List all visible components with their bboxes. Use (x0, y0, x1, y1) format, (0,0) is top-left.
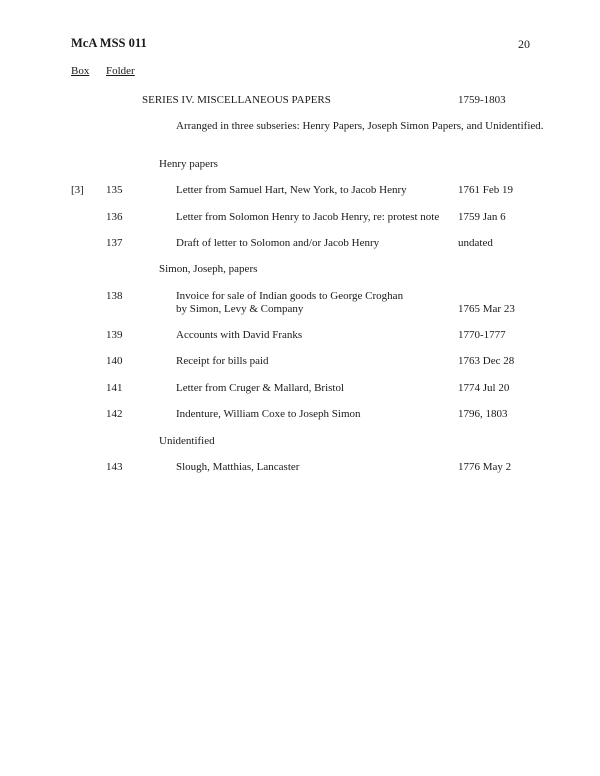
subseries-heading-simon: Simon, Joseph, papers (159, 263, 258, 275)
series-dates: 1759-1803 (458, 94, 506, 106)
folder-number: 141 (106, 382, 123, 394)
folder-description-continued: by Simon, Levy & Company (176, 303, 304, 315)
folder-number: 135 (106, 184, 123, 196)
folder-date: 1763 Dec 28 (458, 355, 515, 367)
series-title: SERIES IV. MISCELLANEOUS PAPERS (142, 94, 331, 106)
page-number: 20 (518, 37, 530, 51)
folder-number: 142 (106, 408, 123, 420)
subseries-heading-unidentified: Unidentified (159, 435, 215, 447)
column-heading-box: Box (71, 65, 90, 77)
series-note: Arranged in three subseries: Henry Papers, Joseph Simon Papers, and Unidentified. (176, 120, 544, 132)
folder-number: 137 (106, 237, 123, 249)
folder-date: 1759 Jan 6 (458, 211, 506, 223)
folder-number: 143 (106, 461, 123, 473)
folder-number: 140 (106, 355, 123, 367)
subseries-heading-henry: Henry papers (159, 158, 218, 170)
folder-date: 1761 Feb 19 (458, 184, 513, 196)
folder-description: Letter from Samuel Hart, New York, to Jacob Henry (176, 184, 407, 196)
folder-date: 1770-1777 (458, 329, 506, 341)
folder-date: 1776 May 2 (458, 461, 512, 473)
folder-number: 136 (106, 211, 123, 223)
folder-description: Slough, Matthias, Lancaster (176, 461, 300, 473)
folder-description: Accounts with David Franks (176, 329, 303, 341)
folder-description: Letter from Solomon Henry to Jacob Henry, re: protest note (176, 211, 440, 223)
collection-id: McA MSS 011 (71, 36, 147, 50)
folder-description: Draft of letter to Solomon and/or Jacob Henry (176, 237, 380, 249)
folder-number: 139 (106, 329, 123, 341)
folder-description: Invoice for sale of Indian goods to George Croghan (176, 290, 404, 302)
folder-date: 1765 Mar 23 (458, 303, 515, 315)
box-number: [3] (71, 184, 84, 196)
folder-number: 138 (106, 290, 123, 302)
folder-description: Letter from Cruger & Mallard, Bristol (176, 382, 345, 394)
folder-date: 1774 Jul 20 (458, 382, 510, 394)
folder-description: Indenture, William Coxe to Joseph Simon (176, 408, 361, 420)
folder-date: undated (458, 237, 493, 249)
folder-date: 1796, 1803 (458, 408, 508, 420)
column-heading-folder: Folder (106, 65, 135, 77)
folder-description: Receipt for bills paid (176, 355, 269, 367)
